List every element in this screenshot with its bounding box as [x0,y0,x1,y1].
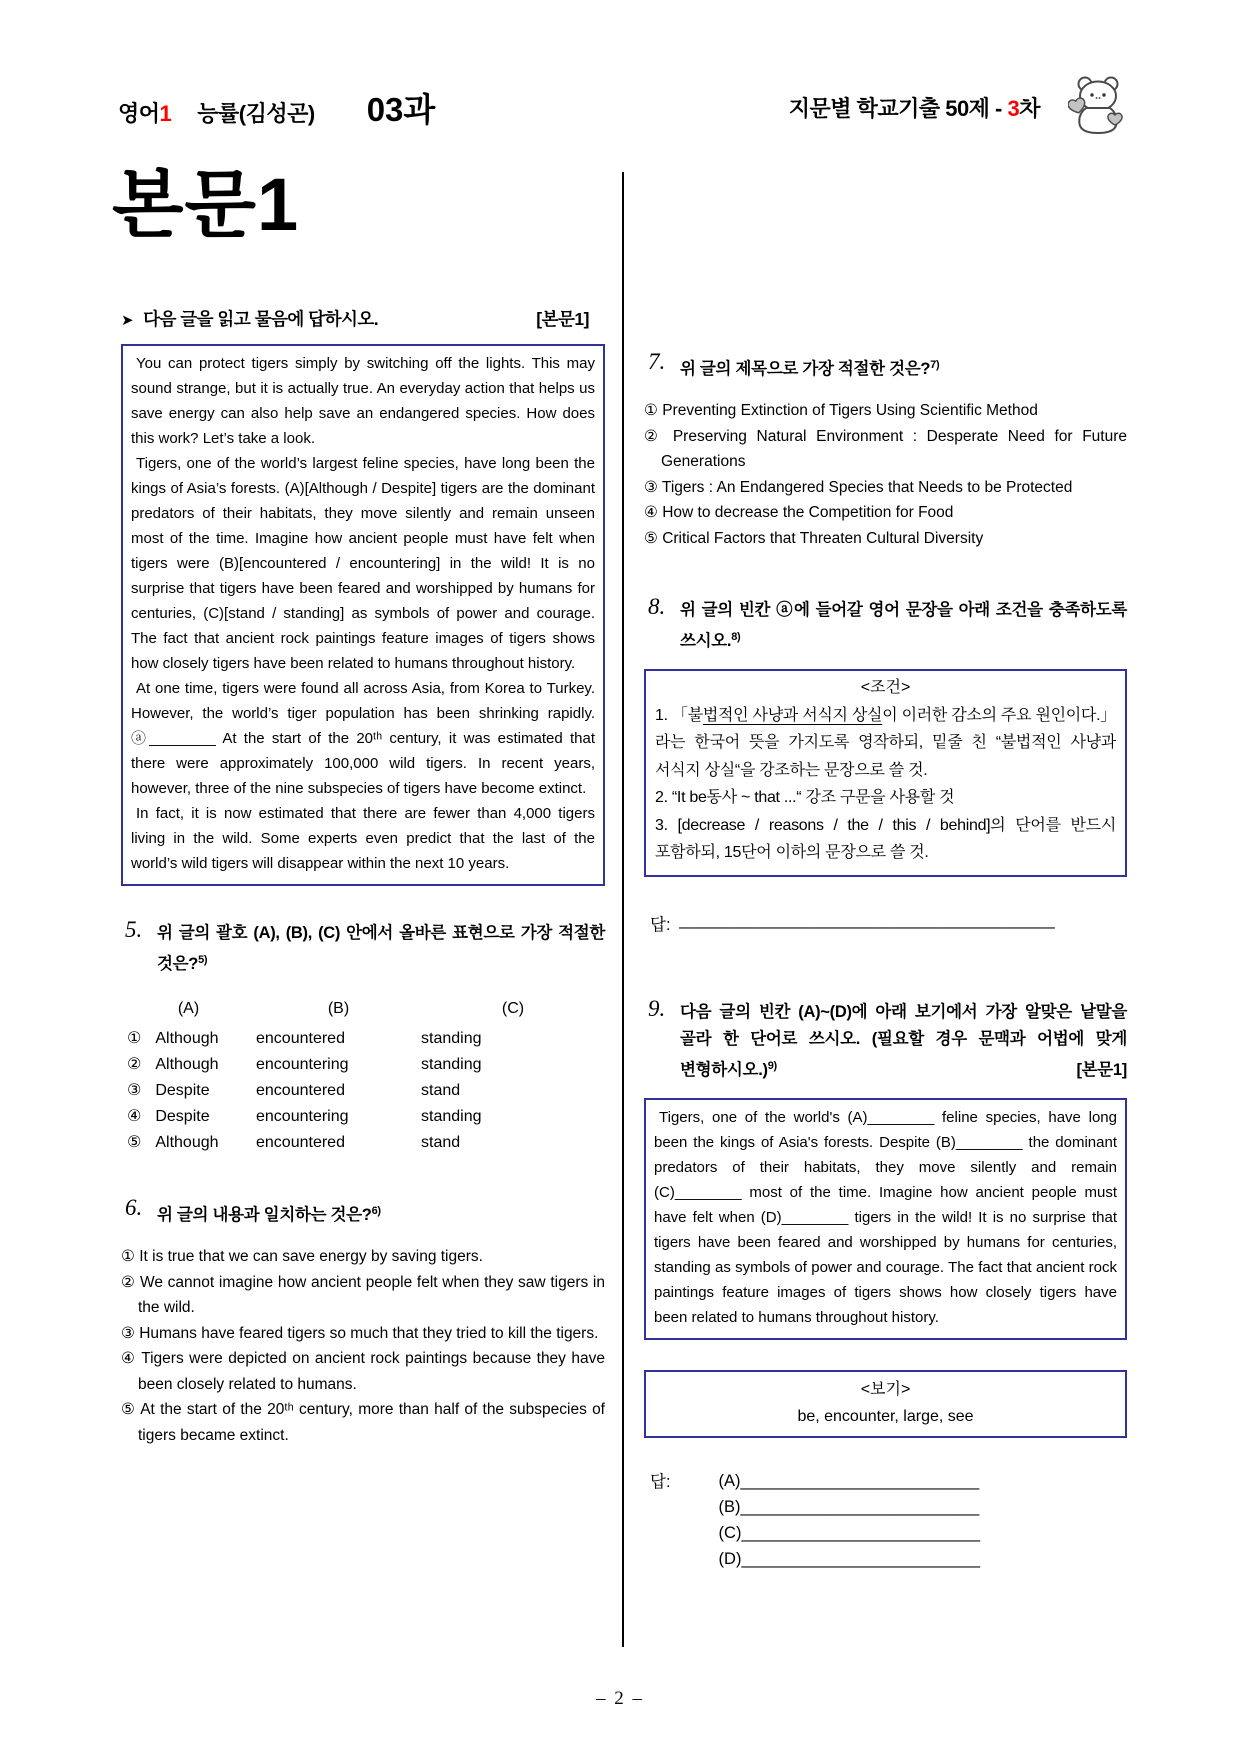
passage-tag: [본문1] [536,309,589,329]
footnote-marker: 8) [731,631,741,643]
condition-1-prefix: 1. 「불 [655,706,703,724]
course-name: 영어 [118,101,160,126]
answer-item-label: (A) [718,1471,741,1490]
word-bank-words: be, encounter, large, see [797,1407,974,1425]
question-6 [121,1195,605,1448]
question-number: 7. [648,349,666,374]
q9-passage-box [644,1098,1127,1340]
footnote-marker: 6) [371,1205,381,1217]
question-title-text: 위 글의 괄호 (A), (B), (C) 안에서 올바른 표현으로 가장 적절한 것은? [157,924,605,973]
option-marker: ⑤ [127,1134,142,1151]
answer-option: ② We cannot imagine how ancient people felt when they saw tigers in the wild. [121,1273,605,1316]
direction-text: 다음 글을 읽고 물음에 답하시오. [143,309,379,329]
column-header-b: (B) [327,1000,350,1017]
option-list [644,398,1127,551]
option-marker: ② [127,1056,142,1073]
answer-option: ⑤ At the start of the 20ᵗʰ century, more than half of the subspecies of tigers became extinct. [121,1401,605,1444]
condition-item-2: 2. “It be동사 ~ that ...“ 강조 구문을 사용할 것 [655,789,955,806]
question-title [644,999,1127,1084]
underlined-phrase: 법적인 사냥과 서식지 상실 [702,706,883,724]
choice-table [121,996,605,1156]
course-label [118,97,171,128]
footnote-marker: 9) [767,1059,777,1072]
answer-item-label: (D) [718,1549,742,1568]
question-title [644,352,1127,383]
question-7 [644,349,1127,551]
option-b: encountered [256,1030,345,1047]
option-c: standing [421,1056,482,1073]
passage-paragraph: Tigers, one of the world’s largest feline species, have long been the kings of Asia’s forests. (A)[Although / Despite] tigers are the dominant predators of their habitats, they move silently and remain unseen most of the time. Imagine how ancient people must have felt when tigers were (B)[encountered / encountering] in the wild! It is no surprise that tigers have been feared and worshipped by humans for centuries, (C)[stand / standing] as symbols of power and courage. The fact that ancient rock paintings feature images of tigers shows how closely tigers have been related to humans throughout history. [131,455,595,672]
question-number: 6. [125,1195,143,1220]
condition-1-rest: 이 이러한 감소의 주요 원인이다.」라는 한국어 뜻을 가지도록 영작하되, 밑줄 친 “불법적인 사냥과 서식지 상실“을 강조하는 문장으로 쓸 것. [655,706,1116,779]
answer-label: 답: [650,1472,671,1491]
question-title [644,597,1127,655]
option-c: standing [421,1030,482,1047]
answer-option: ② Preserving Natural Environment : Desperate Need for Future Generations [644,427,1127,470]
word-bank-title: <보기> [860,1380,911,1398]
answer-blank-line: __________________________ [740,1497,980,1516]
right-column [644,349,1127,1572]
option-marker: ④ [127,1108,142,1125]
table-row [121,1052,605,1078]
q9-answer-block [644,1468,1127,1572]
option-a: Although [155,1134,219,1151]
option-a: Despite [155,1082,210,1099]
option-b: encountering [256,1108,349,1125]
table-row [121,1130,605,1156]
question-number: 9. [648,995,666,1021]
table-row [121,1078,605,1104]
passage-paragraph: In fact, it is now estimated that there are fewer than 4,000 tigers living in the wild. Some experts even predict that the last of the world’s wild tigers will disappear within the next 10 years. [131,805,595,872]
passage-paragraph: Tigers, one of the world's (A)________ feline species, have long been the kings of Asia's forests. Despite (B)________ the dominant predators of their habitats, they move silently and remain (C)________ most of the time. Imagine how ancient people must have felt when (D)________ tigers in the wild! It is no surprise that tigers have been feared and worshipped by humans for centuries, standing as symbols of power and courage. The fact that ancient rock paintings feature images of tigers shows how closely tigers have been related to humans throughout history. [654,1108,1117,1326]
column-header-a: (A) [177,1000,200,1017]
arrow-right-icon: ➤ [121,312,134,329]
lesson-label: 03과 [366,91,436,128]
answer-item-label: (C) [718,1523,742,1542]
footnote-marker: 7) [930,359,940,371]
question-title-text: 위 글의 내용과 일치하는 것은? [157,1206,372,1224]
question-9 [644,995,1127,1572]
choice-table-header [121,996,605,1022]
bear-with-hearts-icon [1068,74,1128,141]
passage-box [121,344,605,886]
footnote-marker: 5) [198,954,208,966]
column-divider [622,172,624,1647]
direction-row [121,306,605,331]
passage-paragraph: You can protect tigers simply by switching off the lights. This may sound strange, but it is actually true. An everyday action that helps us save energy can also help save an endangered species. How does this work? Let’s take a look. [131,355,595,447]
exam-round-suffix: 차 [1019,96,1040,121]
option-marker: ③ [127,1082,142,1099]
answer-option: ⑤ Critical Factors that Threaten Cultural Diversity [644,529,984,547]
answer-option: ③ Humans have feared tigers so much that they tried to kill the tigers. [121,1324,599,1342]
question-number: 8. [648,594,666,619]
answer-option: ④ How to decrease the Competition for Food [644,504,954,521]
option-b: encountered [256,1134,345,1151]
question-title-text: 위 글의 제목으로 가장 적절한 것은? [680,360,931,378]
answer-option: ③ Tigers : An Endangered Species that Needs to be Protected [644,478,1073,496]
option-c: stand [421,1082,461,1099]
question-title [121,1198,605,1229]
answer-option: ④ Tigers were depicted on ancient rock paintings because they have been closely related to humans. [121,1350,605,1393]
condition-item-3: 3. [decrease / reasons / the / this / behind]의 단어를 반드시 포함하되, 15단어 이하의 문장으로 쓸 것. [655,816,1116,861]
question-title-text: 위 글의 빈칸 ⓐ에 들어갈 영어 문장을 아래 조건을 충족하도록 쓰시오. [680,601,1127,650]
answer-blank-line: __________________________ [740,1471,980,1490]
question-8 [644,594,1127,935]
answer-blank-line: __________________________ [741,1549,981,1568]
word-bank-box [644,1370,1127,1438]
page-number: – 2 – [596,1688,644,1709]
q8-answer-row [644,911,1127,935]
answer-blank-line: _________________________________________ [678,910,1055,929]
answer-line-c [719,1520,981,1546]
answer-line-a [719,1468,981,1494]
passage-paragraph: At one time, tigers were found all across Asia, from Korea to Turkey. However, the world’s tiger population has been shrinking rapidly. ⓐ________ At the start of the 20ᵗʰ century, it was estimated that there were approximately 100,000 wild tigers. In recent years, however, three of the nine subspecies of tigers have become extinct. [131,680,595,797]
table-row [121,1026,605,1052]
left-column [121,306,605,1448]
answer-label: 답: [650,915,671,934]
course-number: 1 [159,101,172,126]
option-b: encountering [256,1056,349,1073]
page-header-right [624,92,1040,123]
answer-line-d [719,1546,981,1572]
page-title: 본문1 [112,163,300,246]
condition-item-1 [655,702,1116,785]
page-header-left [118,84,435,131]
option-list [121,1244,605,1448]
option-a: Despite [155,1108,210,1125]
question-title [121,920,605,978]
condition-box [644,669,1127,877]
book-label: 능률(김성곤) [197,101,315,126]
answer-option: ① It is true that we can save energy by saving tigers. [121,1248,483,1265]
exam-set-label: 지문별 학교기출 50제 - [788,96,1008,121]
option-a: Although [155,1030,219,1047]
option-marker: ① [127,1030,142,1047]
table-row [121,1104,605,1130]
question-number: 5. [125,917,143,942]
question-title-text: 다음 글의 빈칸 (A)~(D)에 아래 보기에서 가장 알맞은 낱말을 골라 한 단어로 쓰시오. (필요할 경우 문맥과 어법에 맞게 변형하시오.) [680,1002,1127,1079]
answer-line-b [719,1494,981,1520]
answer-option: ① Preventing Extinction of Tigers Using Scientific Method [644,402,1038,419]
answer-item-label: (B) [718,1497,741,1516]
option-c: stand [421,1134,461,1151]
option-b: encountered [256,1082,345,1099]
condition-box-title: <조건> [860,679,911,696]
answer-blank-line: __________________________ [741,1523,981,1542]
option-c: standing [421,1108,482,1125]
question-5 [121,917,605,1156]
column-header-c: (C) [501,1000,525,1017]
passage-tag: [본문1] [1076,1060,1127,1079]
exam-round-number: 3 [1007,96,1020,121]
q9-answer-lines [719,1468,981,1572]
option-a: Although [155,1056,219,1073]
